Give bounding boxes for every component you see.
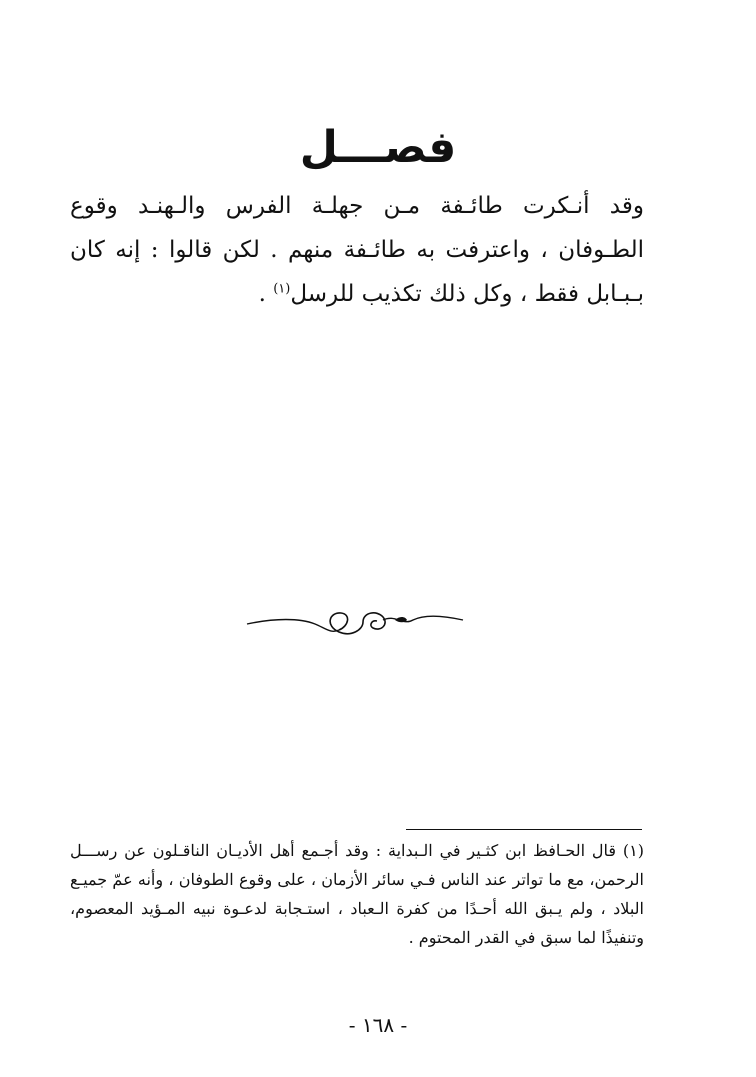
footnote-text: (١) قال الحـافظ ابن كثـير في الـبداية : وقد أجـمع أهل الأديـان الناقـلون عن رســـل الرحمن، مع ما تواتر عند الناس فـي سائر الأزمان ، على وقوع الطوفان ، وأنه عمّ جميـع البلاد ، ولم يـبق الله أحـدًا من كفرة الـعباد ، استـجابة لدعـوة نبيه المـؤيد المعصوم، وتنفيذًا لما سبق في القدر المحتوم . <box>70 841 644 947</box>
footnote <box>70 836 644 952</box>
section-heading: فصـــل <box>299 122 457 173</box>
paragraph-end: . <box>258 281 274 307</box>
page-number: - ١٦٨ - <box>348 1013 408 1037</box>
paragraph-body: وقد أنـكرت طائـفة مـن جهلـة الفرس والـهنـد وقوع الطـوفان ، واعترفت به طائـفة منهم . لكن قالوا : إنه كان بـبـابل فقط ، وكل ذلك تكذيب للرسل <box>70 193 644 307</box>
footnote-separator <box>406 829 642 830</box>
footnote-reference: (١) <box>273 281 291 297</box>
ornament-divider-icon <box>245 604 465 640</box>
paragraph-text <box>70 184 644 316</box>
main-paragraph <box>70 184 644 316</box>
